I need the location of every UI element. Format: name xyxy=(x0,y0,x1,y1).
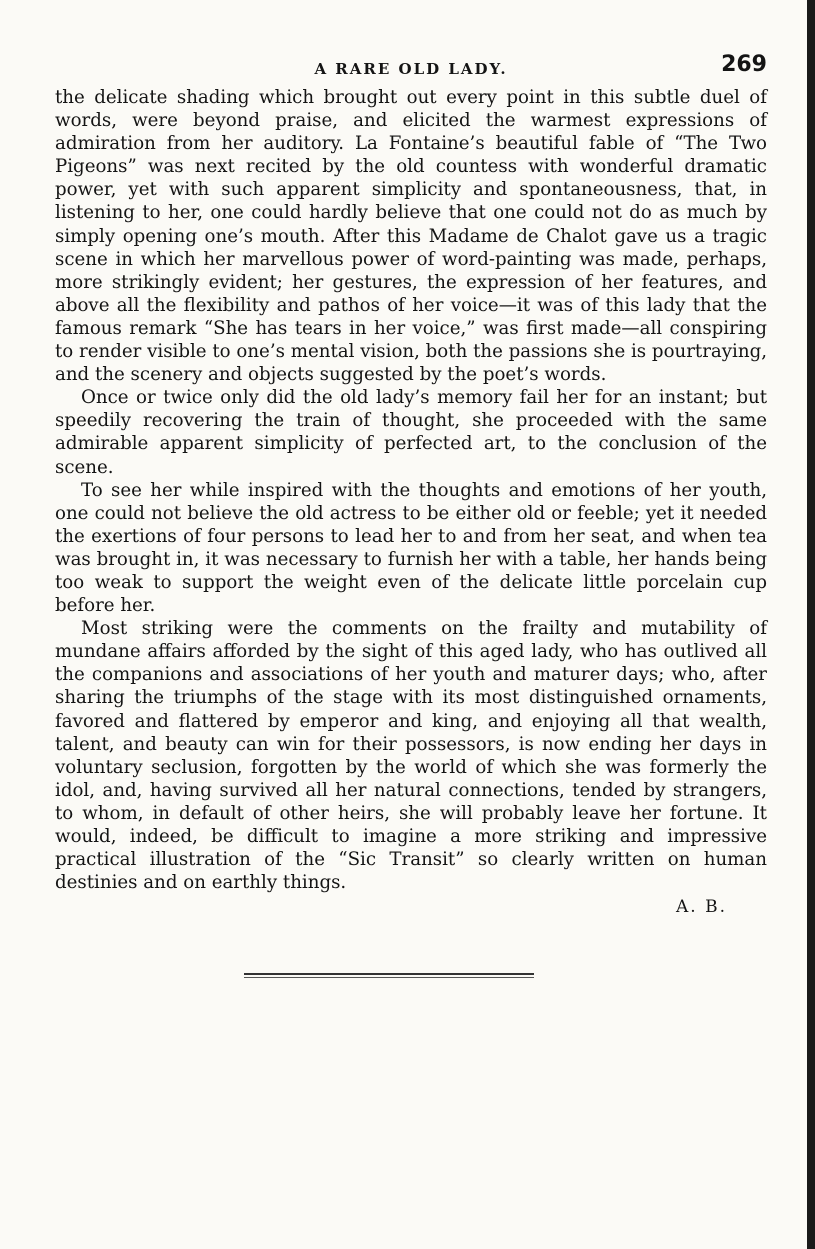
running-title: A RARE OLD LADY. xyxy=(314,60,508,78)
divider-rule-thin xyxy=(244,977,534,978)
paragraph-3: To see her while inspired with the thoughts and emotions of her youth, one could not believe the old actress to be either old or feeble; yet it needed the exertions of four persons to lead her to and from her seat, and when tea was brought in, it was necessary to furnish her with a table, her hands being too weak to support the weight even of the delicate little porcelain cup before her. xyxy=(55,479,767,617)
article-body xyxy=(55,86,767,894)
paragraph-4: Most striking were the comments on the frailty and mutability of mundane affairs afforded by the sight of this aged lady, who has outlived all the companions and associations of her youth and maturer days; who, after sharing the triumphs of the stage with its most distinguished ornaments, favored and flattered by emperor and king, and enjoying all that wealth, talent, and beauty can win for their possessors, is now ending her days in voluntary seclusion, forgotten by the world of which she was formerly the idol, and, having survived all her natural connections, tended by strangers, to whom, in default of other heirs, she will probably leave her fortune. It would, indeed, be difficult to imagine a more striking and impressive practical illustration of the “Sic Transit” so clearly written on human destinies and on earthly things. xyxy=(55,618,767,894)
divider-rule-thick xyxy=(244,973,534,975)
book-page xyxy=(55,52,767,980)
page-number: 269 xyxy=(721,52,767,77)
author-signature: A. B. xyxy=(676,897,727,918)
page-header xyxy=(55,52,767,86)
page-edge-border xyxy=(807,0,815,1249)
paragraph-2: Once or twice only did the old lady’s memory fail her for an instant; but speedily recovering the train of thought, she proceeded with the same admirable apparent simplicity of perfected art, to the conclusion of the scene. xyxy=(55,387,767,478)
section-divider xyxy=(244,973,534,978)
paragraph-1: the delicate shading which brought out every point in this subtle duel of words, were beyond praise, and elicited the warmest expressions of admiration from her auditory. La Fontaine’s beautiful fable of “The Two Pigeons” was next recited by the old countess with wonderful dramatic power, yet with such apparent simplicity and spontaneousness, that, in listening to her, one could hardly believe that one could not do as much by simply opening one’s mouth. After this Madame de Chalot gave us a tragic scene in which her marvellous power of word-painting was made, perhaps, more strikingly evident; her gestures, the expression of her features, and above all the flexibility and pathos of her voice—it was of this lady that the famous remark “She has tears in her voice,” was first made—all conspiring to render visible to one’s mental vision, both the passions she is pourtraying, and the scenery and objects suggested by the poet’s words. xyxy=(55,87,767,386)
